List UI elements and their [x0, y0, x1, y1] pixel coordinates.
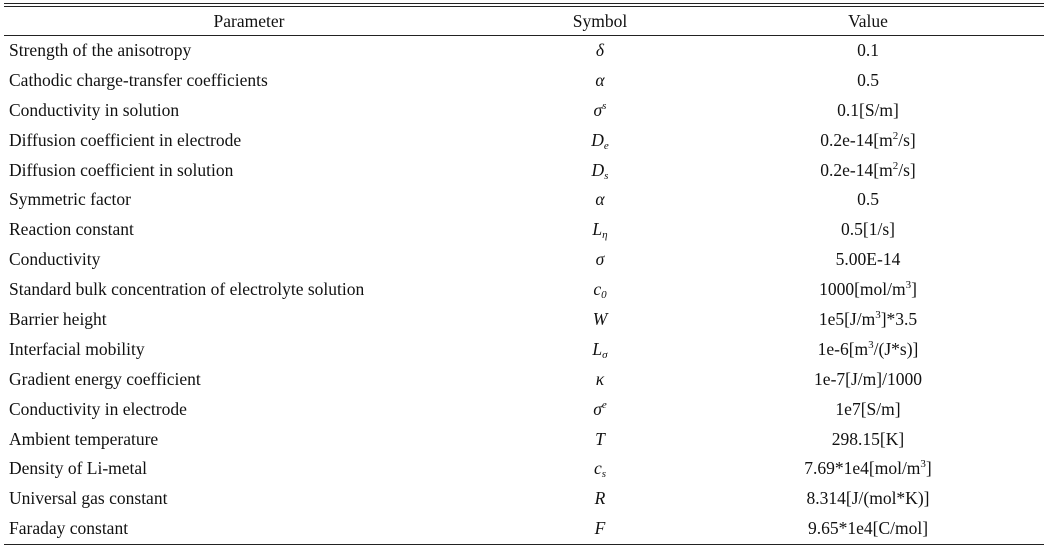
parameter-cell: Conductivity in solution	[9, 99, 180, 120]
value-main: 0.1	[857, 40, 879, 60]
header-parameter: Parameter	[213, 11, 285, 31]
parameter-cell: Ambient temperature	[9, 428, 159, 449]
symbol-main: W	[592, 309, 608, 330]
header-symbol: Symbol	[572, 11, 628, 31]
parameter-cell: Faraday constant	[9, 518, 129, 539]
value-cell	[768, 126, 968, 156]
table-row	[4, 96, 1044, 126]
symbol-main: α	[595, 189, 605, 210]
value-cell	[768, 215, 968, 245]
value-cell	[768, 425, 968, 455]
value-main: 0.2e-14[m	[820, 159, 893, 180]
value-cell	[768, 454, 968, 484]
value-suffix: ]	[911, 279, 917, 300]
value-superscript: 2	[892, 159, 899, 172]
symbol-main: D	[591, 129, 604, 150]
parameter-cell: Cathodic charge-transfer coefficients	[9, 69, 268, 90]
symbol-subscript: η	[602, 229, 608, 242]
value-main: 9.65*1e4[C/mol]	[807, 518, 929, 539]
symbol-main: L	[592, 338, 603, 359]
symbol-cell	[500, 96, 700, 126]
value-cell	[768, 245, 968, 275]
symbol-cell	[500, 156, 700, 186]
value-cell	[768, 484, 968, 514]
value-main: 1000[mol/m	[819, 279, 906, 300]
value-main: 298.15[K]	[831, 428, 905, 449]
bottom-rule	[4, 544, 1044, 545]
value-main: 1e5[J/m	[818, 309, 876, 330]
symbol-cell	[500, 395, 700, 425]
parameter-cell: Diffusion coefficient in solution	[9, 159, 234, 180]
value-superscript: 3	[875, 309, 881, 322]
symbol-cell	[500, 365, 700, 395]
value-superscript: 3	[920, 458, 926, 471]
parameter-cell: Symmetric factor	[9, 189, 131, 210]
symbol-main: α	[595, 69, 605, 90]
table-row	[4, 185, 1044, 215]
symbol-subscript: 0	[601, 289, 607, 302]
table-row	[4, 36, 1044, 66]
table-row	[4, 245, 1044, 275]
symbol-cell	[500, 185, 700, 215]
value-cell	[768, 365, 968, 395]
value-suffix: ]	[925, 458, 932, 479]
table-row	[4, 126, 1044, 156]
table-row	[4, 305, 1044, 335]
value-cell	[768, 275, 968, 305]
parameter-cell: Standard bulk concentration of electrolyte solution	[9, 279, 365, 300]
symbol-cell	[500, 275, 700, 305]
value-main: 1e-7[J/m]/1000	[814, 368, 922, 389]
symbol-cell	[500, 305, 700, 335]
symbol-main: F	[594, 518, 606, 539]
symbol-main: T	[595, 428, 605, 449]
symbol-cell	[500, 514, 700, 544]
parameter-cell: Gradient energy coefficient	[9, 368, 201, 389]
symbol-main: δ	[595, 40, 605, 60]
value-main: 1e-6[m	[817, 338, 869, 359]
parameter-cell: Conductivity	[9, 249, 101, 270]
symbol-main: c	[593, 279, 602, 300]
value-suffix: /(J*s)]	[873, 338, 919, 359]
symbol-subscript: e	[603, 139, 609, 152]
value-superscript: 2	[892, 129, 899, 142]
symbol-subscript: σ	[602, 348, 608, 361]
value-cell	[768, 395, 968, 425]
symbol-cell	[500, 66, 700, 96]
symbol-cell	[500, 425, 700, 455]
value-main: 0.5	[857, 189, 879, 210]
value-cell	[768, 66, 968, 96]
value-main: 7.69*1e4[mol/m	[804, 458, 921, 479]
table-row	[4, 514, 1044, 544]
symbol-superscript: e	[601, 398, 607, 411]
symbol-main: c	[593, 458, 602, 479]
symbol-main: σ	[593, 99, 603, 120]
symbol-main: L	[592, 219, 603, 240]
value-suffix: /s]	[898, 159, 916, 180]
table-row	[4, 335, 1044, 365]
value-main: 0.5	[857, 69, 879, 90]
table-row	[4, 66, 1044, 96]
value-superscript: 3	[905, 279, 912, 292]
parameter-table	[4, 3, 1044, 545]
value-cell	[768, 36, 968, 66]
symbol-main: σ	[593, 398, 602, 419]
value-suffix: /s]	[898, 129, 916, 150]
value-main: 1e7[S/m]	[835, 398, 901, 419]
value-suffix: ]*3.5	[880, 309, 918, 330]
parameter-cell: Universal gas constant	[9, 488, 168, 509]
symbol-subscript: s	[604, 169, 609, 182]
symbol-main: κ	[595, 368, 605, 389]
symbol-cell	[500, 335, 700, 365]
table-row	[4, 454, 1044, 484]
value-cell	[768, 185, 968, 215]
value-main: 0.5[1/s]	[841, 219, 895, 240]
parameter-cell: Density of Li-metal	[9, 458, 148, 479]
symbol-superscript: s	[602, 99, 607, 112]
table-row	[4, 365, 1044, 395]
symbol-main: σ	[595, 249, 605, 270]
header-row	[4, 7, 1044, 35]
symbol-subscript: s	[601, 468, 607, 481]
parameter-cell: Reaction constant	[9, 219, 134, 240]
value-cell	[768, 335, 968, 365]
value-main: 5.00E-14	[835, 249, 901, 270]
parameter-cell: Diffusion coefficient in electrode	[9, 129, 242, 150]
symbol-cell	[500, 454, 700, 484]
table-body	[4, 36, 1044, 544]
symbol-cell	[500, 245, 700, 275]
symbol-cell	[500, 36, 700, 66]
table-row	[4, 425, 1044, 455]
table-row	[4, 156, 1044, 186]
table-row	[4, 395, 1044, 425]
symbol-cell	[500, 484, 700, 514]
symbol-main: D	[591, 159, 605, 180]
value-cell	[768, 305, 968, 335]
parameter-cell: Strength of the anisotropy	[9, 40, 192, 60]
value-main: 0.2e-14[m	[820, 129, 893, 150]
symbol-cell	[500, 215, 700, 245]
value-main: 8.314[J/(mol*K)]	[806, 488, 930, 509]
header-value: Value	[848, 11, 888, 31]
symbol-cell	[500, 126, 700, 156]
parameter-cell: Conductivity in electrode	[9, 398, 187, 419]
value-superscript: 3	[868, 338, 874, 351]
parameter-cell: Interfacial mobility	[9, 338, 145, 359]
table-row	[4, 484, 1044, 514]
value-cell	[768, 514, 968, 544]
parameter-cell: Barrier height	[9, 309, 107, 330]
top-rule	[4, 3, 1044, 4]
value-cell	[768, 156, 968, 186]
table-row	[4, 275, 1044, 305]
value-main: 0.1[S/m]	[837, 99, 899, 120]
symbol-main: R	[594, 488, 606, 509]
table-row	[4, 215, 1044, 245]
value-cell	[768, 96, 968, 126]
